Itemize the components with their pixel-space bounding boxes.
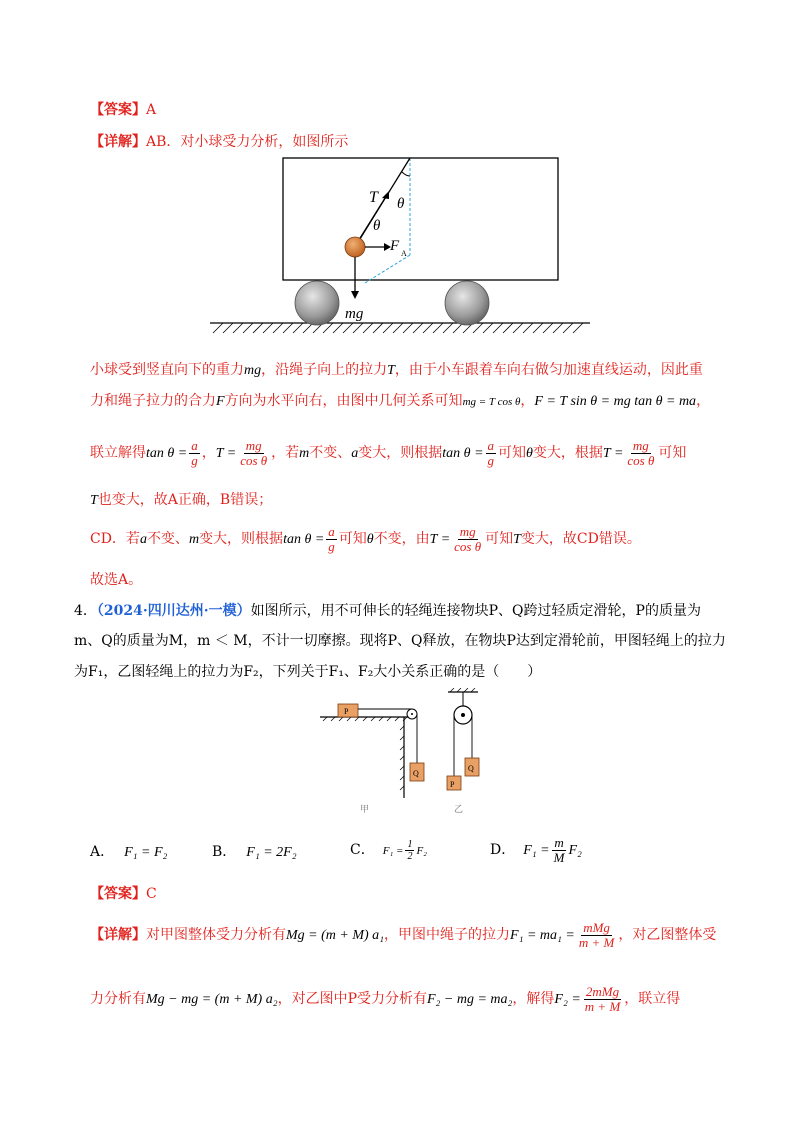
cart-body	[283, 158, 558, 280]
detail-label: 【详解】	[90, 134, 146, 150]
para1-line4: T也变大，故A正确，B错误；	[90, 492, 273, 508]
label-theta-top: θ	[397, 196, 405, 212]
q4-line3: 为F₁，乙图轻绳上的拉力为F₂，下列关于F₁、F₂大小关系正确的是（ ）	[74, 664, 542, 680]
para1-line6: 故选A。	[90, 572, 143, 588]
ball	[345, 237, 365, 257]
para1-line3: 联立解得tan θ = $\frac{a}{g}$ ，T = $\frac{mg}{\text{cos θ}}$ ，若m不变、a变大，则根据tan θ = $\frac{a}{g}$ 可知θ变大，根据T = $\frac{mg}{\text{cos θ}}$ 可知	[90, 437, 687, 468]
theta-arc-top	[402, 172, 410, 176]
q4-line1: 4．（2024·四川达州·一模）如图所示，用不可伸长的轻绳连接物块P、Q跨过轻质定滑轮，P的质量为	[74, 603, 701, 619]
caption-jia: 甲	[360, 804, 370, 814]
svg-text:P: P	[450, 780, 455, 789]
para1-line1: 小球受到竖直向下的重力mg，沿绳子向上的拉力T，由于小车跟着车向右做匀加速直线运动，因此重	[90, 362, 703, 378]
para1-line2: 力和绳子拉力的合力F方向为水平向右，由图中几何关系可知mg = T cos θ，F = T sin θ = mg tan θ = ma，	[90, 393, 711, 409]
tension-arrowhead	[382, 191, 389, 199]
answer-line-2: 【答案】C	[90, 886, 157, 902]
frac-mg-cos: $\frac{mg}{\text{cos θ}}$	[240, 437, 268, 468]
resultant-dashed-line	[365, 255, 410, 283]
detail-line-1	[90, 132, 348, 152]
q4-source: （2024·四川达州·一模）	[96, 603, 251, 619]
cart-force-diagram	[205, 150, 600, 340]
svg-text:Q: Q	[413, 769, 419, 778]
detail-text: AB．对小球受力分析，如图所示	[146, 134, 349, 150]
caption-yi: 乙	[454, 804, 464, 814]
label-F-sub: A	[401, 249, 407, 258]
detail2-line1: 【详解】对甲图整体受力分析有Mg = (m + M) a₁，甲图中绳子的拉力F₁ = ma₁ = $\frac{\text{mMg}}{m + M}$ ，对乙图整体受	[90, 919, 717, 950]
svg-text:P: P	[344, 707, 349, 716]
frac-mg-cos-3: $\frac{mg}{\text{cos θ}}$	[454, 523, 482, 554]
ground-hatching	[213, 323, 583, 333]
frac-a-g-2: $\frac{a}{g}$	[487, 437, 495, 468]
label-mg: mg	[345, 306, 364, 322]
frac-a-g-3: $\frac{a}{g}$	[328, 523, 335, 554]
svg-text:Q: Q	[468, 764, 474, 773]
gravity-arrowhead	[351, 291, 359, 299]
para1-line5: CD．若a不变、m变大，则根据tan θ = $\frac{a}{g}$ 可知θ不变，由T = $\frac{mg}{\text{cos θ}}$ 可知T变大，故CD错误。	[90, 523, 641, 554]
detail2-line2: 力分析有Mg − mg = (m + M) a₂，对乙图中P受力分析有F₂ − mg = ma₂，解得F₂ = $\frac{\text{2mMg}}{m + M}$ ，联立得	[90, 983, 681, 1014]
table-side-hatching	[400, 726, 404, 790]
right-wheel	[445, 281, 489, 325]
option-b[interactable]: B． F₁ = 2F₂	[212, 844, 297, 860]
label-theta-mid: θ	[373, 218, 381, 234]
answer-value: A	[146, 102, 157, 118]
option-a[interactable]: A． F₁ = F₂	[90, 844, 168, 860]
option-c[interactable]: C． F₁ = $\frac{1}{2}$ F₂	[350, 838, 427, 862]
answer-line-1	[90, 100, 156, 120]
frac-a-g: $\frac{a}{g}$	[191, 437, 198, 468]
pulley-diagram	[320, 688, 495, 820]
answer-label: 【答案】	[90, 102, 146, 118]
label-T: T	[369, 189, 378, 206]
left-wheel	[295, 281, 339, 325]
option-d[interactable]: D． F₁ = $\frac{m}{M}$ F₂	[490, 834, 582, 865]
label-F: F	[390, 238, 400, 254]
frac-mg-cos-2: $\frac{mg}{\text{cos θ}}$	[627, 437, 655, 468]
q4-line2: m、Q的质量为M，m ＜ M，不计一切摩擦。现将P、Q释放，在物块P达到定滑轮前，甲图轻绳上的拉力	[74, 633, 726, 649]
